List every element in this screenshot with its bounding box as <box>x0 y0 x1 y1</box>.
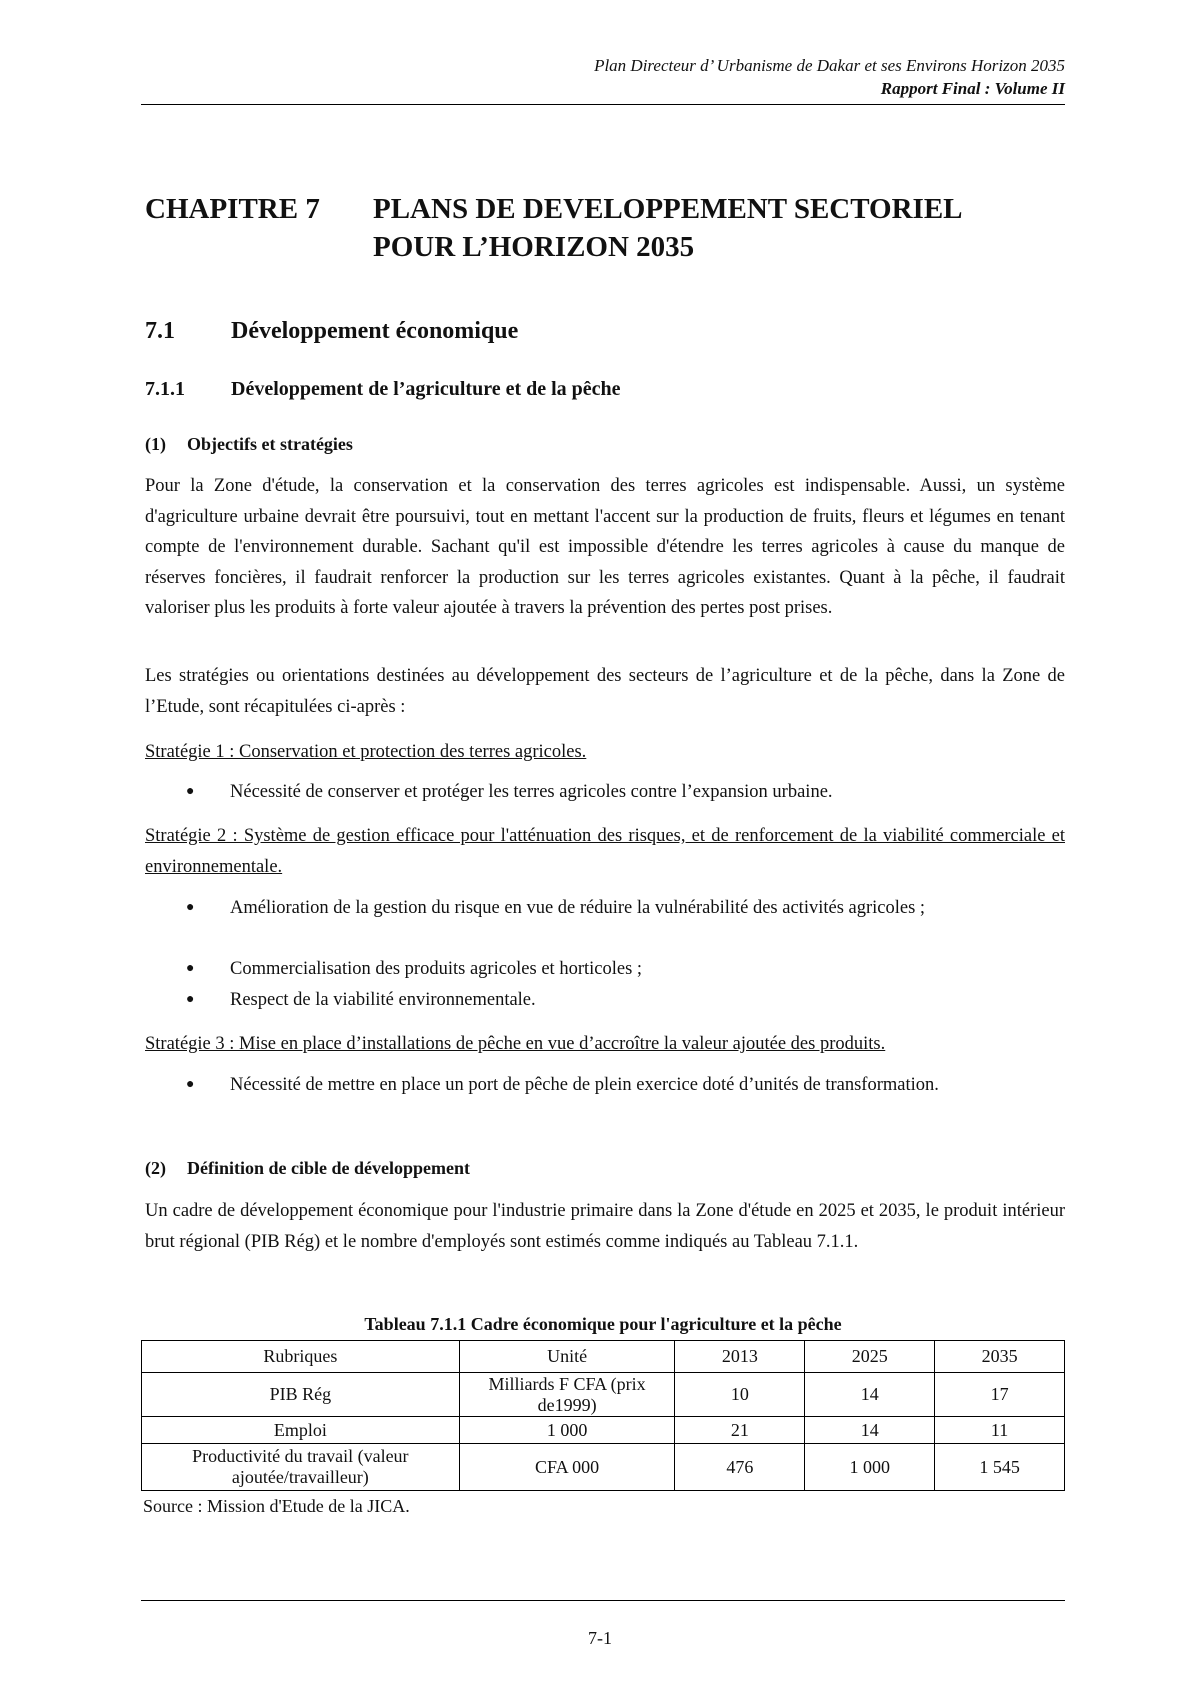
table-cell: 1 545 <box>935 1444 1065 1491</box>
table-row <box>142 1417 1065 1444</box>
bullet-text: Nécessité de mettre en place un port de pêche de plein exercice doté d’unités de transformation. <box>230 1075 939 1095</box>
footer-divider <box>141 1600 1065 1601</box>
strategies-paragraph: Les stratégies ou orientations destinées au développement des secteurs de l’agriculture et de la pêche, dans la Zone de l’Etude, sont récapitulées ci-après : <box>145 666 1065 717</box>
strategy-2-heading: Stratégie 2 : Système de gestion efficace pour l'atténuation des risques, et de renforcement de la viabilité commerciale et environnementale. <box>145 826 1065 877</box>
table-cell: 21 <box>675 1417 805 1444</box>
table-header-cell: 2035 <box>935 1341 1065 1373</box>
section-heading <box>145 318 519 345</box>
intro-paragraph: Pour la Zone d'étude, la conservation et la conservation des terres agricoles est indispensable. Aussi, un système d'agriculture urbaine devrait être poursuivi, tout en mettant l'accent sur la production de fruits, fleurs et légumes en tenant compte de l'environnement durable. Sachant qu'il est impossible d'étendre les terres agricoles à cause du manque de réserves foncières, il faudrait renforcer la production sur les terres agricoles existantes. Quant à la pêche, il faudrait valoriser plus les produits à forte valeur ajoutée à travers la prévention des pertes post prises. <box>145 476 1065 618</box>
table-cell: PIB Rég <box>142 1373 460 1417</box>
section-title: Développement économique <box>231 318 519 344</box>
part2-heading <box>145 1158 470 1179</box>
part1-heading <box>145 434 353 455</box>
table-cell: Emploi <box>142 1417 460 1444</box>
header-volume: Rapport Final : Volume II <box>880 79 1065 98</box>
table-cell: 14 <box>805 1417 935 1444</box>
table-cell: 11 <box>935 1417 1065 1444</box>
subsection-heading <box>145 378 621 401</box>
economic-framework-table <box>141 1340 1065 1491</box>
table-cell: 17 <box>935 1373 1065 1417</box>
header-divider <box>141 104 1065 105</box>
chapter-title-line1: PLANS DE DEVELOPPEMENT SECTORIEL <box>373 193 963 225</box>
table-header-cell: Rubriques <box>142 1341 460 1373</box>
header-title: Plan Directeur d’ Urbanisme de Dakar et ses Environs Horizon 2035 <box>594 56 1065 75</box>
bullet-icon: ● <box>186 784 195 799</box>
table-caption: Tableau 7.1.1 Cadre économique pour l'agriculture et la pêche <box>364 1314 842 1334</box>
table-row <box>142 1373 1065 1417</box>
page-number: 7-1 <box>588 1628 612 1648</box>
bullet-icon: ● <box>186 992 195 1007</box>
subsection-title: Développement de l’agriculture et de la pêche <box>231 378 621 400</box>
table-cell: CFA 000 <box>459 1444 675 1491</box>
table-header-cell: 2013 <box>675 1341 805 1373</box>
bullet-icon: ● <box>186 961 195 976</box>
strategy-1-heading: Stratégie 1 : Conservation et protection des terres agricoles. <box>145 742 587 762</box>
table-header-cell: 2025 <box>805 1341 935 1373</box>
table-header-cell: Unité <box>459 1341 675 1373</box>
table-header-row <box>142 1341 1065 1373</box>
subsection-number: 7.1.1 <box>145 378 185 400</box>
chapter-number: CHAPITRE 7 <box>145 193 320 225</box>
running-header <box>141 54 1065 100</box>
chapter-title-line2: POUR L’HORIZON 2035 <box>373 231 695 263</box>
part2-title: Définition de cible de développement <box>187 1158 470 1178</box>
table-cell: 1 000 <box>459 1417 675 1444</box>
bullet-text: Respect de la viabilité environnementale. <box>230 990 536 1010</box>
table-cell: 10 <box>675 1373 805 1417</box>
bullet-icon: ● <box>186 900 195 915</box>
part1-title: Objectifs et stratégies <box>187 434 353 454</box>
bullet-text: Nécessité de conserver et protéger les terres agricoles contre l’expansion urbaine. <box>230 782 833 802</box>
bullet-icon: ● <box>186 1077 195 1092</box>
target-paragraph: Un cadre de développement économique pour l'industrie primaire dans la Zone d'étude en 2025 et 2035, le produit intérieur brut régional (PIB Rég) et le nombre d'employés sont estimés comme indiqués au Tableau 7.1.1. <box>145 1201 1065 1252</box>
table-row <box>142 1444 1065 1491</box>
part2-number: (2) <box>145 1158 166 1178</box>
strategy-3-heading: Stratégie 3 : Mise en place d’installations de pêche en vue d’accroître la valeur ajoutée des produits. <box>145 1034 886 1054</box>
table-cell: 1 000 <box>805 1444 935 1491</box>
bullet-text: Commercialisation des produits agricoles et horticoles ; <box>230 959 643 979</box>
table-cell: Productivité du travail (valeur ajoutée/travailleur) <box>142 1444 460 1491</box>
table-cell: 476 <box>675 1444 805 1491</box>
chapter-title <box>373 190 1073 266</box>
bullet-text: Amélioration de la gestion du risque en vue de réduire la vulnérabilité des activités agricoles ; <box>230 898 926 918</box>
part1-number: (1) <box>145 434 166 454</box>
table-cell: 14 <box>805 1373 935 1417</box>
section-number: 7.1 <box>145 318 175 344</box>
table-cell: Milliards F CFA (prix de1999) <box>459 1373 675 1417</box>
table-source: Source : Mission d'Etude de la JICA. <box>143 1496 410 1516</box>
